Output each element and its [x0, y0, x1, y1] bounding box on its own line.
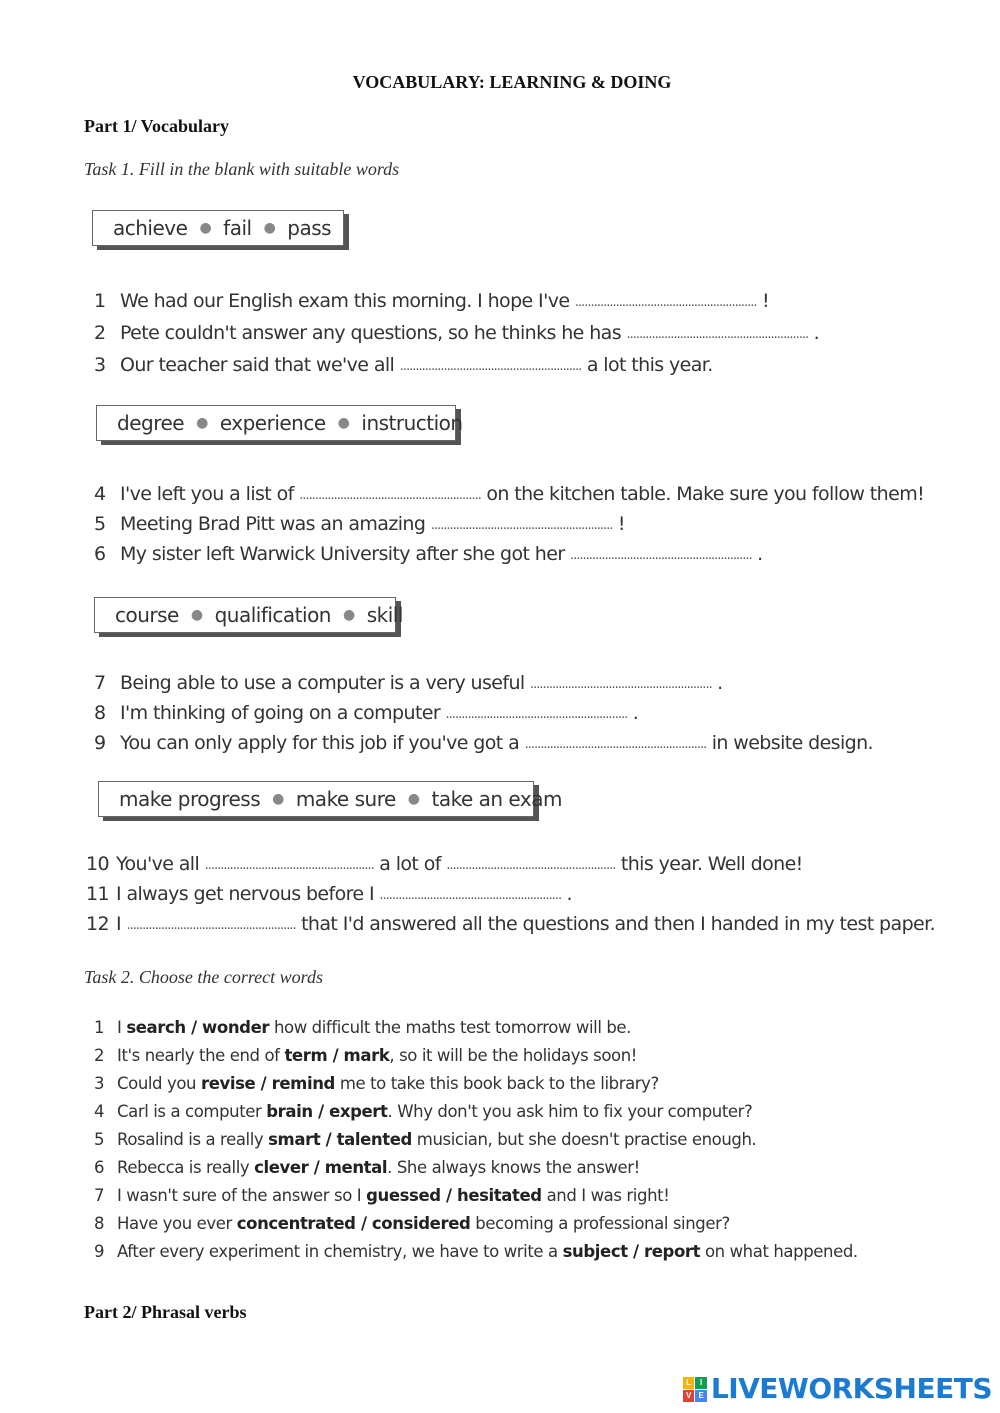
choice-item-2: 2 It's nearly the end of term / mark, so it will be the holidays soon!: [94, 1046, 637, 1065]
page-title: VOCABULARY: LEARNING & DOING: [352, 72, 672, 92]
answer-blank[interactable]: ..........................................................: [299, 488, 481, 503]
exercise-item-2: 2 Pete couldn't answer any questions, so he thinks he has .......................................................... .: [94, 322, 820, 344]
exercise-item-4: 4 I've left you a list of .......................................................... on the kitchen table. Make sure you follow them!: [94, 483, 925, 505]
word-box-word: make progress: [119, 787, 261, 811]
word-choice[interactable]: smart / talented: [268, 1130, 412, 1149]
word-choice[interactable]: concentrated / considered: [236, 1214, 471, 1233]
word-box-word: course: [115, 603, 179, 627]
word-box-word: degree: [117, 411, 185, 435]
answer-blank[interactable]: ..........................................................: [570, 548, 752, 563]
word-choice[interactable]: brain / expert: [266, 1102, 388, 1121]
answer-blank[interactable]: ......................................................: [446, 858, 616, 873]
word-box-word: make sure: [295, 787, 396, 811]
choice-item-4: 4 Carl is a computer brain / expert. Why don't you ask him to fix your computer?: [94, 1102, 753, 1121]
answer-blank[interactable]: ..........................................................: [399, 359, 582, 374]
word-box-word: achieve: [113, 216, 188, 240]
logo-text: LIVEWORKSHEETS: [710, 1372, 992, 1405]
answer-blank[interactable]: ..........................................................: [626, 327, 809, 342]
exercise-item-9: 9 You can only apply for this job if you've got a .......................................................... in website design.: [94, 732, 873, 754]
word-choice[interactable]: subject / report: [562, 1242, 701, 1261]
liveworksheets-logo: [683, 1372, 992, 1405]
choice-item-1: 1 I search / wonder how difficult the maths test tomorrow will be.: [94, 1018, 632, 1037]
answer-blank[interactable]: ..........................................................: [574, 295, 757, 310]
exercise-item-3: 3 Our teacher said that we've all .......................................................... a lot this year.: [94, 354, 713, 376]
answer-blank[interactable]: ......................................................: [126, 918, 296, 933]
exercise-item-7: 7 Being able to use a computer is a very useful .......................................................... .: [94, 672, 723, 694]
word-box-word: take an exam: [431, 787, 562, 811]
answer-blank[interactable]: ......................................................: [204, 858, 374, 873]
answer-blank[interactable]: ..........................................................: [530, 677, 712, 692]
logo-mark-icon: L I V E: [683, 1377, 707, 1401]
choice-item-9: 9 After every experiment in chemistry, we have to write a subject / report on what happened.: [94, 1242, 858, 1261]
exercise-item-11: 11 I always get nervous before I .......................................................... .: [86, 883, 572, 905]
word-box-4: make progress ● make sure ● take an exam: [98, 781, 534, 817]
word-box-word: pass: [287, 216, 332, 240]
word-choice[interactable]: clever / mental: [254, 1158, 388, 1177]
word-box-word: experience: [219, 411, 326, 435]
task1-heading: Task 1. Fill in the blank with suitable words: [84, 159, 400, 179]
choice-item-6: 6 Rebecca is really clever / mental. She always knows the answer!: [94, 1158, 640, 1177]
word-choice[interactable]: guessed / hesitated: [366, 1186, 542, 1205]
exercise-item-8: 8 I'm thinking of going on a computer .......................................................... .: [94, 702, 639, 724]
exercise-item-10: 10 You've all ...................................................... a lot of ...................................................... this year. Well done!: [86, 853, 803, 875]
answer-blank[interactable]: ..........................................................: [430, 518, 613, 533]
word-choice[interactable]: revise / remind: [200, 1074, 335, 1093]
part2-heading: Part 2/ Phrasal verbs: [84, 1302, 247, 1322]
choice-item-5: 5 Rosalind is a really smart / talented musician, but she doesn't practise enough.: [94, 1130, 757, 1149]
exercise-item-6: 6 My sister left Warwick University after she got her .......................................................... .: [94, 543, 763, 565]
choice-item-7: 7 I wasn't sure of the answer so I guessed / hesitated and I was right!: [94, 1186, 670, 1205]
exercise-item-5: 5 Meeting Brad Pitt was an amazing .......................................................... !: [94, 513, 625, 535]
answer-blank[interactable]: ..........................................................: [379, 888, 562, 903]
word-box-1: achieve ● fail ● pass: [92, 210, 344, 246]
word-box-word: skill: [366, 603, 403, 627]
word-box-2: degree ● experience ● instruction: [96, 405, 456, 441]
word-box-word: fail: [223, 216, 252, 240]
word-box-3: course ● qualification ● skill: [94, 597, 396, 633]
answer-blank[interactable]: ..........................................................: [445, 707, 628, 722]
part1-heading: Part 1/ Vocabulary: [84, 116, 230, 136]
choice-item-8: 8 Have you ever concentrated / considered becoming a professional singer?: [94, 1214, 730, 1233]
task2-heading: Task 2. Choose the correct words: [84, 967, 324, 987]
exercise-item-1: 1 We had our English exam this morning. I hope I've .......................................................... !: [94, 290, 770, 312]
exercise-item-12: 12 I ...................................................... that I'd answered all the questions and then I handed in my test paper.: [86, 913, 936, 935]
word-choice[interactable]: term / mark: [284, 1046, 390, 1065]
choice-item-3: 3 Could you revise / remind me to take this book back to the library?: [94, 1074, 659, 1093]
word-box-word: instruction: [361, 411, 463, 435]
answer-blank[interactable]: ..........................................................: [524, 737, 707, 752]
word-box-word: qualification: [214, 603, 331, 627]
word-choice[interactable]: search / wonder: [126, 1018, 270, 1037]
